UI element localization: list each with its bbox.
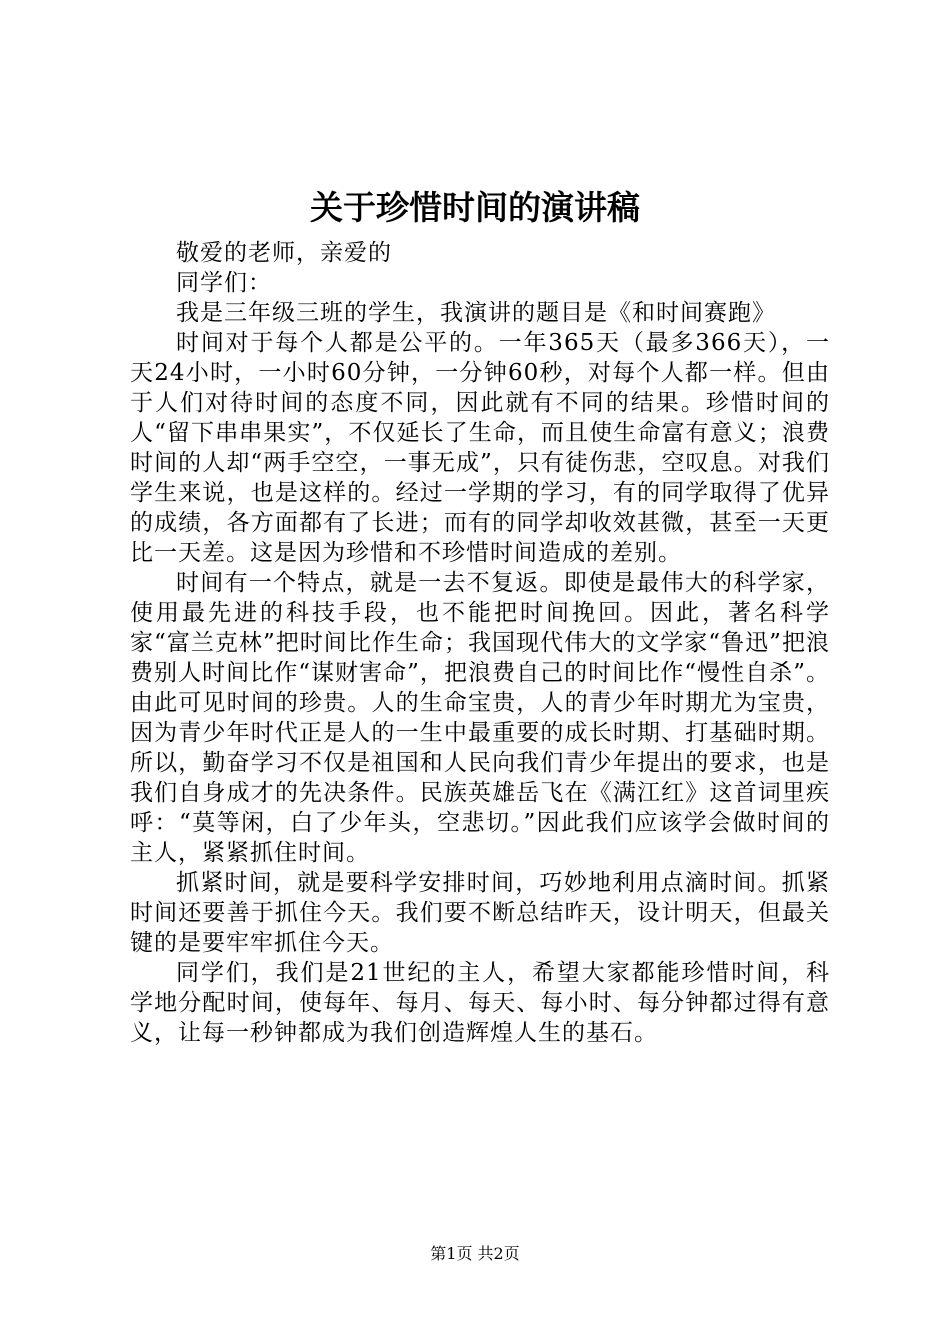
body-paragraph-3: 抓紧时间，就是要科学安排时间，巧妙地利用点滴时间。抓紧时间还要善于抓住今天。我们要不断总结昨天，设计明天，但最关键的是要牢牢抓住今天。 [130,870,830,956]
salutation-line-2: 同学们： [176,270,272,296]
document-body [130,238,830,1048]
intro-paragraph: 我是三年级三班的学生，我演讲的题目是《和时间赛跑》 [176,300,776,326]
body-paragraph-1: 时间对于每个人都是公平的。一年365天（最多366天），一天24小时，一小时60分钟，一分钟60秒，对每个人都一样。但由于人们对待时间的态度不同，因此就有不同的结果。珍惜时间的人“留下串串果实”，不仅延长了生命，而且使生命富有意义；浪费时间的人却“两手空空，一事无成”，只有徒伤悲，空叹息。对我们学生来说，也是这样的。经过一学期的学习，有的同学取得了优异的成绩，各方面都有了长进；而有的同学却收效甚微，甚至一天更比一天差。这是因为珍惜和不珍惜时间造成的差别。 [130,330,830,566]
closing-paragraph: 同学们，我们是21世纪的主人，希望大家都能珍惜时间，科学地分配时间，使每年、每月、每天、每小时、每分钟都过得有意义，让每一秒钟都成为我们创造辉煌人生的基石。 [130,960,830,1046]
document-title: 关于珍惜时间的演讲稿 [310,188,640,227]
salutation-line-1: 敬爱的老师，亲爱的 [176,240,392,266]
page-number-footer: 第1页 共2页 [430,1244,520,1263]
body-paragraph-2: 时间有一个特点，就是一去不复返。即使是最伟大的科学家，使用最先进的科技手段，也不能把时间挽回。因此，著名科学家“富兰克林”把时间比作生命；我国现代伟大的文学家“鲁迅”把浪费别人时间比作“谋财害命”，把浪费自己的时间比作“慢性自杀”。由此可见时间的珍贵。人的生命宝贵，人的青少年时期尤为宝贵，因为青少年时代正是人的一生中最重要的成长时期、打基础时期。所以，勤奋学习不仅是祖国和人民向我们青少年提出的要求，也是我们自身成才的先决条件。民族英雄岳飞在《满江红》这首词里疾呼：“莫等闲，白了少年头，空悲切。”因此我们应该学会做时间的主人，紧紧抓住时间。 [130,570,830,866]
